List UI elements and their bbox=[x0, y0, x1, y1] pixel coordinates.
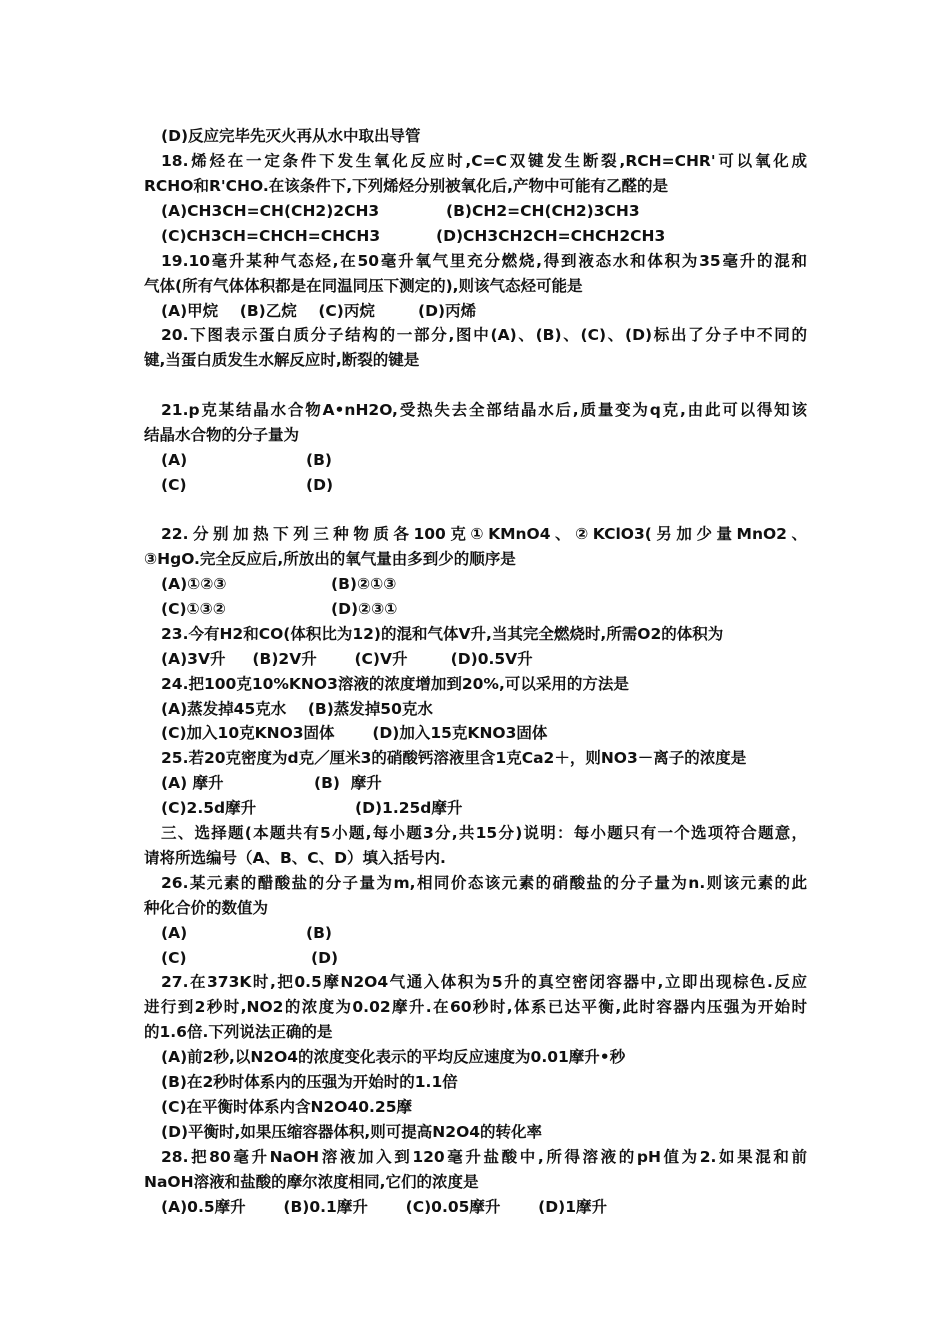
option-b: (B) 摩升 bbox=[314, 774, 382, 792]
option-a: (A)前2秒,以N2O4的浓度变化表示的平均反应速度为0.01摩升•秒 bbox=[161, 1048, 626, 1066]
text-line: 进行到2秒时,NO2的浓度为0.02摩升.在60秒时,体系已达平衡,此时容器内压强为开始时 bbox=[144, 998, 807, 1016]
options-line: (A)0.5摩升 (B)0.1摩升 (C)0.05摩升 (D)1摩升 bbox=[161, 1198, 607, 1216]
options-line: (A)蒸发掉45克水 (B)蒸发掉50克水 bbox=[161, 700, 433, 718]
option-a: (A) 摩升 bbox=[161, 774, 224, 792]
text-line: NaOH溶液和盐酸的摩尔浓度相同,它们的浓度是 bbox=[144, 1173, 479, 1191]
option-b: (B) bbox=[306, 451, 332, 469]
question-27: 27.在373K时,把0.5摩N2O4气通入体积为5升的真空密闭容器中,立即出现棕色.反应 bbox=[161, 973, 807, 991]
text-line: 结晶水合物的分子量为 bbox=[144, 426, 300, 444]
options-line: (A)甲烷 (B)乙烷 (C)丙烷 (D)丙烯 bbox=[161, 302, 477, 320]
option-b: (B)CH2=CH(CH2)3CH3 bbox=[446, 202, 640, 220]
option-d: (D)CH3CH2CH=CHCH2CH3 bbox=[436, 227, 666, 245]
option-d: (D)平衡时,如果压缩容器体积,则可提高N2O4的转化率 bbox=[161, 1123, 543, 1141]
text-line: RCHO和R'CHO.在该条件下,下列烯烃分别被氧化后,产物中可能有乙醛的是 bbox=[144, 177, 668, 195]
text-line: 种化合价的数值为 bbox=[144, 899, 269, 917]
option-b: (B) bbox=[306, 924, 332, 942]
question-23: 23.今有H2和CO(体积比为12)的混和气体V升,当其完全燃烧时,所需O2的体积为 bbox=[161, 625, 724, 643]
option-d: (D) bbox=[311, 949, 339, 967]
option-d: (D)1.25d摩升 bbox=[355, 799, 463, 817]
text-line: 请将所选编号（A、B、C、D）填入括号内. bbox=[144, 849, 446, 867]
question-22: 22.分别加热下列三种物质各100克①KMnO4、②KClO3(另加少量MnO2、 bbox=[161, 525, 807, 543]
question-24: 24.把100克10%KNO3溶液的浓度增加到20%,可以采用的方法是 bbox=[161, 675, 629, 693]
option-c: (C)①③② bbox=[161, 600, 226, 618]
text-line: ③HgO.完全反应后,所放出的氧气量由多到少的顺序是 bbox=[144, 550, 516, 568]
question-26: 26.某元素的醋酸盐的分子量为m,相同价态该元素的硝酸盐的分子量为n.则该元素的此 bbox=[161, 874, 807, 892]
question-20: 20.下图表示蛋白质分子结构的一部分,图中(A)、(B)、(C)、(D)标出了分子中不同的 bbox=[161, 326, 807, 344]
option-c: (C)在平衡时体系内含N2O40.25摩 bbox=[161, 1098, 413, 1116]
option-c: (C)2.5d摩升 bbox=[161, 799, 257, 817]
option-b: (B)②①③ bbox=[331, 575, 397, 593]
text-line: (D)反应完毕先灭火再从水中取出导管 bbox=[161, 127, 421, 145]
text-line: 的1.6倍.下列说法正确的是 bbox=[144, 1023, 333, 1041]
options-line: (C)加入10克KNO3固体 (D)加入15克KNO3固体 bbox=[161, 724, 548, 742]
question-21: 21.p克某结晶水合物A•nH2O,受热失去全部结晶水后,质量变为q克,由此可以得知该 bbox=[161, 401, 807, 419]
text-line: 气体(所有气体体积都是在同温同压下测定的),则该气态烃可能是 bbox=[144, 277, 583, 295]
option-a: (A)①②③ bbox=[161, 575, 227, 593]
question-28: 28.把80毫升NaOH溶液加入到120毫升盐酸中,所得溶液的pH值为2.如果混和前 bbox=[161, 1148, 807, 1166]
option-c: (C) bbox=[161, 476, 187, 494]
option-a: (A) bbox=[161, 451, 188, 469]
question-18: 18.烯烃在一定条件下发生氧化反应时,C=C双键发生断裂,RCH=CHR'可以氧化成 bbox=[161, 152, 807, 170]
text-line: 键,当蛋白质发生水解反应时,断裂的键是 bbox=[144, 351, 420, 369]
option-c: (C)CH3CH=CHCH=CHCH3 bbox=[161, 227, 381, 245]
options-line: (A)3V升 (B)2V升 (C)V升 (D)0.5V升 bbox=[161, 650, 533, 668]
section-heading: 三、选择题(本题共有5小题,每小题3分,共15分)说明：每小题只有一个选项符合题意， bbox=[161, 824, 807, 842]
question-19: 19.10毫升某种气态烃,在50毫升氧气里充分燃烧,得到液态水和体积为35毫升的混和 bbox=[161, 252, 807, 270]
option-b: (B)在2秒时体系内的压强为开始时的1.1倍 bbox=[161, 1073, 458, 1091]
question-25: 25.若20克密度为d克／厘米3的硝酸钙溶液里含1克Ca2＋，则NO3－离子的浓度是 bbox=[161, 749, 747, 767]
option-a: (A) bbox=[161, 924, 188, 942]
option-a: (A)CH3CH=CH(CH2)2CH3 bbox=[161, 202, 380, 220]
option-d: (D) bbox=[306, 476, 334, 494]
option-d: (D)②③① bbox=[331, 600, 398, 618]
option-c: (C) bbox=[161, 949, 187, 967]
